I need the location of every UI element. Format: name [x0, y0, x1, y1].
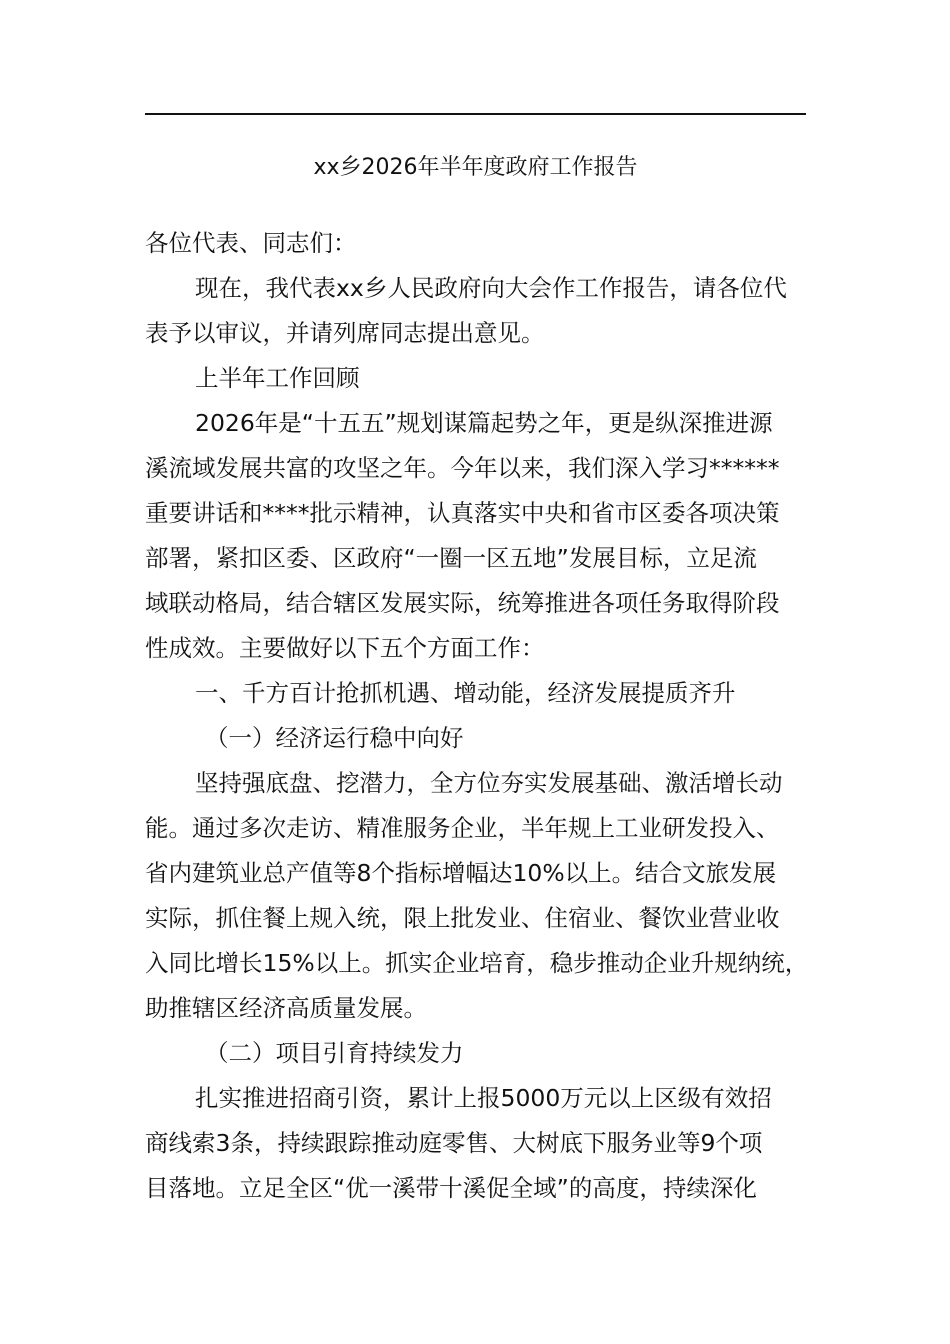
body-line: 能。通过多次走访、精准服务企业，半年规上工业研发投入、: [145, 814, 780, 842]
body-line: 扎实推进招商引资，累计上报5000万元以上区级有效招: [195, 1084, 772, 1112]
body-line: 商线索3条，持续跟踪推动庭零售、大树底下服务业等9个项: [145, 1129, 763, 1157]
salutation-line: 各位代表、同志们：: [145, 229, 357, 257]
body-line: 重要讲话和****批示精神，认真落实中央和省市区委各项决策: [145, 499, 780, 527]
body-line: 部署，紧扣区委、区政府“一圈一区五地”发展目标，立足流: [145, 544, 757, 572]
body-line: 实际，抓住餐上规入统，限上批发业、住宿业、餐饮业营业收: [145, 904, 780, 932]
section-heading: 上半年工作回顾: [195, 364, 360, 392]
subsection-heading: （二）项目引育持续发力: [205, 1039, 464, 1067]
document-title: xx乡2026年半年度政府工作报告: [313, 155, 638, 180]
header-rule: [145, 113, 806, 115]
body-line: 省内建筑业总产值等8个指标增幅达10%以上。结合文旅发展: [145, 859, 777, 887]
section-heading: 一、千方百计抢抓机遇、增动能，经济发展提质齐升: [195, 679, 736, 707]
body-line: 溪流域发展共富的攻坚之年。今年以来，我们深入学习******: [145, 454, 780, 482]
body-line: 助推辖区经济高质量发展。: [145, 994, 427, 1022]
body-line: 坚持强底盘、挖潜力，全方位夯实发展基础、激活增长动: [195, 769, 783, 797]
body-line: 2026年是“十五五”规划谋篇起势之年，更是纵深推进源: [195, 409, 773, 437]
body-line: 域联动格局，结合辖区发展实际，统筹推进各项任务取得阶段: [145, 589, 780, 617]
body-line: 表予以审议，并请列席同志提出意见。: [145, 319, 545, 347]
body-line: 目落地。立足全区“优一溪带十溪促全域”的高度，持续深化: [145, 1174, 757, 1202]
subsection-heading: （一）经济运行稳中向好: [205, 724, 464, 752]
body-line: 现在，我代表xx乡人民政府向大会作工作报告，请各位代: [195, 274, 787, 302]
body-line: 性成效。主要做好以下五个方面工作：: [145, 634, 545, 662]
body-line: 入同比增长15%以上。抓实企业培育，稳步推动企业升规纳统，: [145, 949, 809, 977]
